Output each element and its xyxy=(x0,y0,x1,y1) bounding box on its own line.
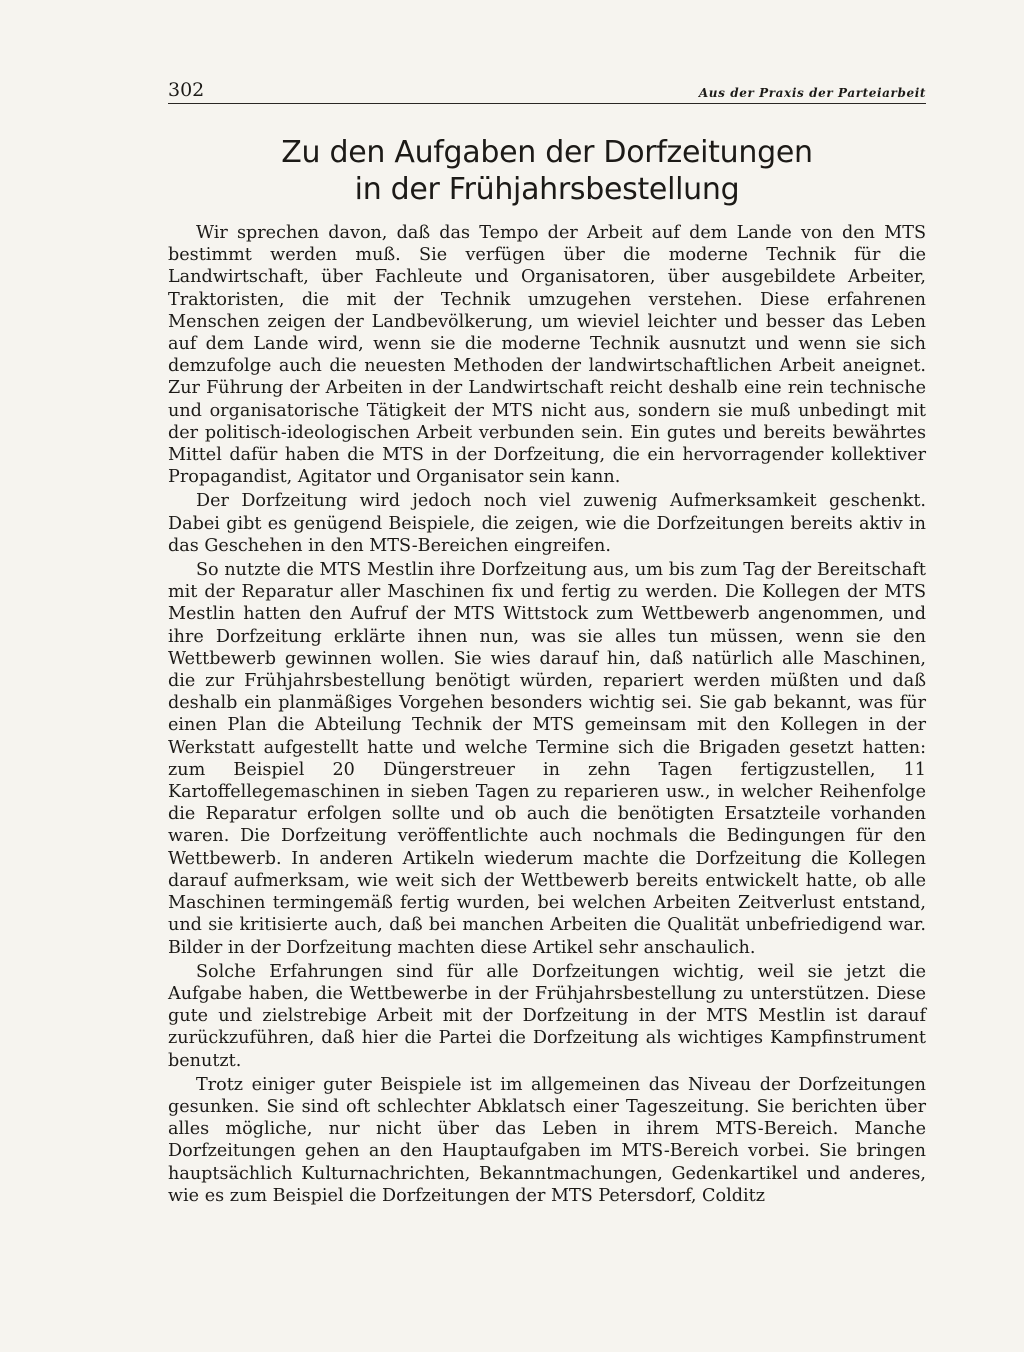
document-page xyxy=(168,80,926,1330)
article-title-line-2: in der Frühjahrsbestellung xyxy=(354,172,740,207)
running-head: Aus der Praxis der Parteiarbeit xyxy=(698,86,926,100)
paragraph-2: Der Dorfzeitung wird jedoch noch viel zuwenig Aufmerksamkeit geschenkt. Dabei gibt es genügend Beispiele, die zeigen, wie die Dorfzeitungen bereits aktiv in das Geschehen in den MTS-Bereichen eingreifen. xyxy=(168,491,926,556)
page-header xyxy=(168,80,926,104)
article-body xyxy=(168,222,926,1207)
paragraph-5: Trotz einiger guter Beispiele ist im allgemeinen das Niveau der Dorfzeitungen gesunken. Sie sind oft schlechter Abklatsch einer Tageszeitung. Sie berichten über alles mögliche, nur nicht über das Leben in ihrem MTS-Bereich. Manche Dorfzeitungen gehen an den Hauptaufgaben im MTS-Bereich vorbei. Sie bringen hauptsächlich Kulturnachrichten, Bekanntmachungen, Gedenkartikel und anderes, wie es zum Beispiel die Dorfzeitungen der MTS Petersdorf, Colditz xyxy=(168,1074,926,1206)
article-title xyxy=(168,134,926,208)
paragraph-3: So nutzte die MTS Mestlin ihre Dorfzeitung aus, um bis zum Tag der Bereitschaft mit der Reparatur aller Maschinen fix und fertig zu werden. Die Kollegen der MTS Mestlin hatten den Aufruf der MTS Wittstock zum Wettbewerb angenommen, und ihre Dorfzeitung erklärte ihnen nun, was sie alles tun müssen, wenn sie den Wettbewerb gewinnen wollen. Sie wies darauf hin, daß natürlich alle Maschinen, die zur Frühjahrsbestellung benötigt würden, repariert werden müßten und daß deshalb ein planmäßiges Vorgehen besonders wichtig sei. Sie gab bekannt, was für einen Plan die Abteilung Technik der MTS gemeinsam mit den Kollegen in der Werkstatt aufgestellt hatte und welche Termine sich die Brigaden gesetzt hatten: zum Beispiel 20 Düngerstreuer in zehn Tagen fertigzustellen, 11 Kartoffellegemaschinen in sieben Tagen zu reparieren usw., in welcher Reihenfolge die Reparatur erfolgen sollte und ob auch die benötigten Ersatzteile vorhanden waren. Die Dorfzeitung veröffentlichte auch nochmals die Bedingungen für den Wettbewerb. In anderen Artikeln wiederum machte die Dorfzeitung die Kollegen darauf aufmerksam, wie weit sich der Wettbewerb bereits entwickelt hatte, ob alle Maschinen termingemäß fertig wurden, bei welchen Arbeiten Zeitverlust entstand, und sie kritisierte auch, daß bei manchen Arbeiten die Qualität unbefriedigend war. Bilder in der Dorfzeitung machten diese Artikel sehr anschaulich. xyxy=(168,560,926,958)
paragraph-1: Wir sprechen davon, daß das Tempo der Arbeit auf dem Lande von den MTS bestimmt werden muß. Sie verfügen über die moderne Technik für die Landwirtschaft, über Fachleute und Organisatoren, über ausgebildete Arbeiter, Traktoristen, die mit der Technik umzugehen verstehen. Diese erfahrenen Menschen zeigen der Landbevölkerung, um wieviel leichter und besser das Leben auf dem Lande wird, wenn sie die moderne Technik ausnutzt und wenn sie sich demzufolge auch die neuesten Methoden der landwirtschaftlichen Arbeit aneignet. Zur Führung der Arbeiten in der Landwirtschaft reicht deshalb eine rein technische und organisatorische Tätigkeit der MTS nicht aus, sondern sie muß unbedingt mit der politisch-ideologischen Arbeit verbunden sein. Ein gutes und bereits bewährtes Mittel dafür haben die MTS in der Dorfzeitung, die ein hervorragender kollektiver Propagandist, Agitator und Organisator sein kann. xyxy=(168,223,926,488)
page-number: 302 xyxy=(168,79,205,101)
paragraph-4: Solche Erfahrungen sind für alle Dorfzeitungen wichtig, weil sie jetzt die Aufgabe haben, die Wettbewerbe in der Frühjahrsbestellung zu unterstützen. Diese gute und zielstrebige Arbeit mit der Dorfzeitung in der MTS Mestlin ist darauf zurückzuführen, daß hier die Partei die Dorfzeitung als wichtiges Kampfinstrument benutzt. xyxy=(168,961,926,1071)
article-title-line-1: Zu den Aufgaben der Dorfzeitungen xyxy=(281,135,813,170)
